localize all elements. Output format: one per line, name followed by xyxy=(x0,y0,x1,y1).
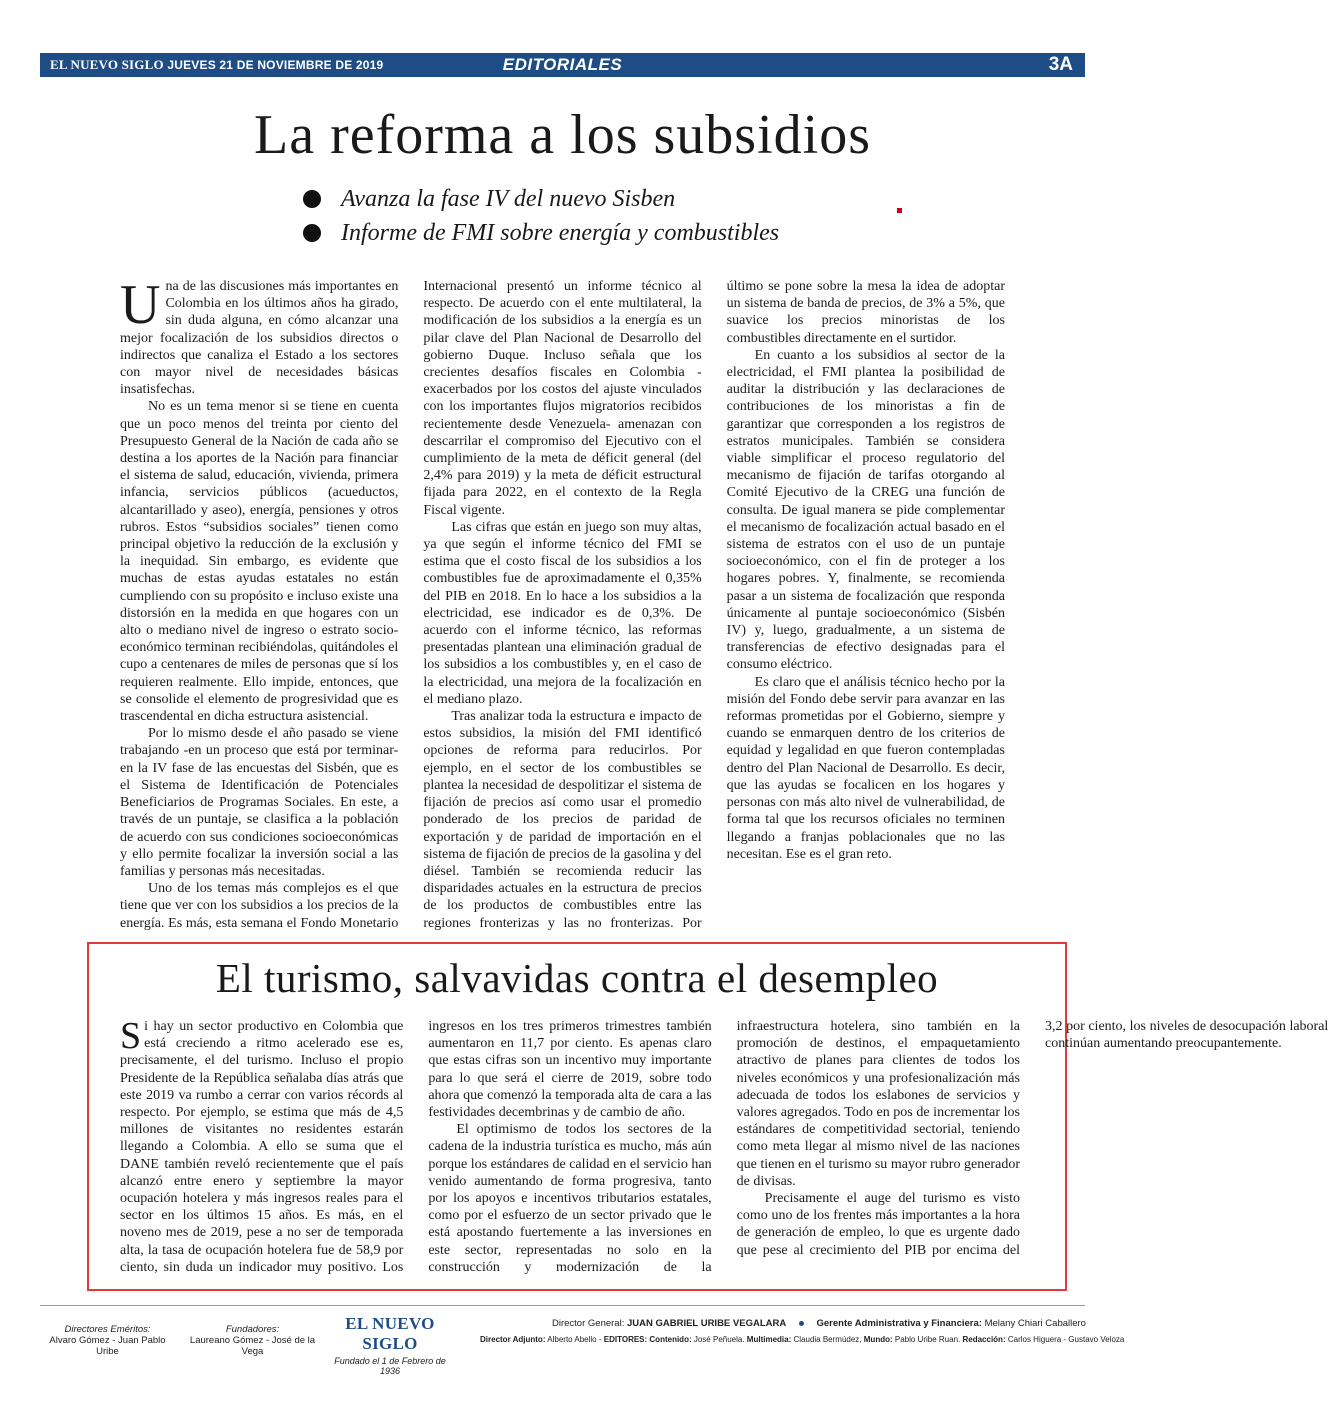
bullet-text: Avanza la fase IV del nuevo Sisben xyxy=(341,185,676,212)
paragraph-text: i hay un sector productivo en Colombia que está creciendo a ritmo acelerado ese es, precisamente, el del turismo. Incluso el propio Presidente de la República señalaba días atrás que este 2019 va rumbo a cerrar con varios récords al respecto. Por ejemplo, se estima que más de 4,5 millones de visitantes no residentes estarán llegando a Colombia. A ello se suma que el DANE también reveló recientemente que el país alcanzó entre enero y septiembre la mayor ocupación hotelera y más ingresos reales para el sector en los últimos 15 años. Es más, en el noveno mes de 2019, pese a no ser de temporada alta, la tasa de ocupación hotelera fue de 58,9 por ciento, sin duda un indicador muy positivo. Los ingresos en los tres primeros trimestres también aumentaron en 11,7 por ciento. Es apenas claro que estas cifras son un incentivo muy importante para lo que será el cierre de 2019, sobre todo ahora que comenzó la temporada alta de cara a las festividades decembrinas y de cambio de año. xyxy=(120,1019,712,1275)
article-paragraph: Es claro que el análisis técnico hecho por la misión del Fondo debe servir para avanzar en las reformas prometidas por el Gobierno, siempre y cuando se enmarquen dentro de los criterios de equidad y legalidad en que fueron contempladas dentro del Plan Nacional de Desarrollo. Es decir, que las ayudas se focalicen en los hogares y personas con más alto nivel de vulnerabilidad, de forma tal que los recursos oficiales no terminen llegando a franjas poblacionales que no las necesitan. Ese es el gran reto. xyxy=(726,674,1005,862)
article-paragraph: Tras analizar toda la estructura e impacto de estos subsidios, la misión del FMI identificó opciones de reforma para reducirlos. Por ejemplo, en el sector de los combustibles se plantea la necesidad de despolitizar el sistema de fijación de precios así como usar el promedio ponderado de los precios de paridad de exportación y de paridad de importación en el sistema de fijación de precios de la gasolina y del diésel. También se recomienda reducir las disparidades actuales en la estructura de precios de los productos de combustibles entre las regiones fronterizas y las no fronterizas. Por último se pone sobre la mesa la idea de adoptar un sistema de banda de precios, de 3% a 5%, que suavice los precios minoristas de los combustibles directamente en el surtidor. xyxy=(423,279,1005,931)
director-label: Director General: xyxy=(552,1318,625,1329)
article-paragraph: Precisamente el auge del turismo es visto como uno de los frentes más importantes a la hora de generación de empleo, lo que es urgente dado que pese al crecimiento del PIB por encima del 3,2 por ciento, los niveles de desocupación laboral continúan aumentando preocupantemente. xyxy=(736,1019,1328,1258)
main-headline: La reforma a los subsidios xyxy=(254,104,871,166)
article-paragraph: No es un tema menor si se tiene en cuenta que un poco menos del treinta por ciento del Presupuesto General de la Nación de cada año se destina a los aportes de la Nación para financiar el sistema de salud, educación, vivienda, primera infancia, servicios públicos (acueductos, alcantarillado y aseo), energía, pensiones y otros rubros. Estos “subsidios sociales” tienen como principal objetivo la reducción de la exclusión y la inequidad. Sin embargo, es evidente que muchas de estas ayudas estatales no están cumpliendo con su propósito e incluso existe una distorsión en la medida en que hogares con un alto o mediano nivel de ingreso o estrato socio-económico terminan recibiéndolas, quitándoles el cupo a centenares de miles de personas que sí los requieren realmente. Ello impide, entonces, que se consolide el elemento de progresividad que es trascendental en dicha estructura asistencial. xyxy=(120,399,399,725)
gerente-label: Gerente Administrativa y Financiera: xyxy=(816,1318,982,1329)
article-paragraph: Las cifras que están en juego son muy altas, ya que según el informe técnico del FMI se estima que el costo fiscal de los subsidios a los combustibles fue de aproximadamente el 0,35% del PIB en 2018. En lo hace a los subsidios a la electricidad, ese indicador es de 0,3%. De acuerdo con el informe técnico, las reformas presentadas plantean una eliminación gradual de los subsidios a los combustibles y, en el caso de la electricidad, una mejora de la focalización en el mediano plazo. xyxy=(423,519,702,707)
footer-logo xyxy=(330,1314,450,1376)
subheading-bullet xyxy=(303,216,779,250)
main-article-body xyxy=(120,274,1005,940)
subheading-bullets xyxy=(303,182,779,250)
emeritos-names: Alvaro Gómez - Juan Pablo Uribe xyxy=(49,1335,166,1357)
fundadores-label: Fundadores: xyxy=(225,1324,280,1335)
footer-divider xyxy=(40,1305,1085,1306)
drop-cap: S xyxy=(120,1015,142,1057)
redaccion-names: Carlos Higuera - Gustavo Veloza xyxy=(1007,1335,1125,1344)
multimedia-label: Multimedia: xyxy=(746,1335,792,1344)
paragraph-text: na de las discusiones más importantes en Colombia en los últimos años ha girado, sin duda alguna, en cómo alcanzar una mejor focalización de los subsidios directos o indirectos que canaliza el Estado a los sectores con mayor nivel de necesidades básicas insatisfechas. xyxy=(120,279,399,398)
bullet-dot-icon xyxy=(303,190,321,208)
gerente-name: Melany Chiari Caballero xyxy=(984,1318,1086,1329)
header-brand: EL NUEVO SIGLO xyxy=(50,57,164,72)
header-bar xyxy=(40,53,1085,77)
director-line xyxy=(552,1318,1086,1329)
secondary-headline: El turismo, salvavidas contra el desempleo xyxy=(215,955,939,1001)
section-title: EDITORIALES xyxy=(502,55,623,74)
fundadores xyxy=(180,1324,325,1357)
adjunto-label: Director Adjunto: xyxy=(480,1335,546,1344)
multimedia-name: Claudia Bermúdez, xyxy=(793,1335,862,1344)
highlighted-editorial-box xyxy=(87,942,1328,1291)
redaccion-label: Redacción: xyxy=(962,1335,1006,1344)
article-paragraph: En cuanto a los subsidios al sector de la electricidad, el FMI plantea la posibilidad de auditar la distribución y las declaraciones de contribuciones de los minoristas a fin de garantizar que corresponden a los registros de estratos municipales. También se considera viable simplificar el proceso regulatorio del mecanismo de fijación de tarifas otorgando al Comité Ejecutivo de la CREG una función de consulta. De igual manera se pide complementar el mecanismo de focalización actual basado en el sistema de estratos con el uso de un puntaje socioeconómico, con el fin de proteger a los hogares pobres. Y, finalmente, se recomienda pasar a un sistema de focalización que responda únicamente al puntaje socioeconómico (Sisbén IV) y, luego, gradualmente, a un sistema de transferencias de efectivo designadas para el consumo eléctrico. xyxy=(726,347,1005,673)
editores-content: José Peñuela. xyxy=(693,1335,745,1344)
bullet-dot-icon xyxy=(303,224,321,242)
drop-cap: U xyxy=(120,274,161,336)
staff-line xyxy=(480,1335,1124,1344)
secondary-article-body xyxy=(120,1015,1328,1288)
red-mark-icon xyxy=(897,208,902,213)
separator-dot-icon xyxy=(799,1321,804,1326)
fundadores-names: Laureano Gómez - José de la Vega xyxy=(189,1335,316,1357)
bullet-text: Informe de FMI sobre energía y combustibles xyxy=(341,219,780,246)
header-date: JUEVES 21 DE NOVIEMBRE DE 2019 xyxy=(167,58,384,72)
emeritos-label: Directores Eméritos: xyxy=(64,1324,151,1335)
article-paragraph: El optimismo de todos los sectores de la cadena de la industria turística es mucho, más aún porque los estándares de calidad en el servicio han venido aumentando de forma progresiva, tanto por los apoyos e incentivos tributarios estatales, como por el esfuerzo de un sector privado que le está apostando fuertemente a las inversiones en este sector, representadas no solo en la construcción y modernización de la infraestructura hotelera, sino también en la promoción de destinos, el empaquetamiento atractivo de planes para clientes de todos los niveles económicos y una profesionalización más adecuada de todos los eslabones de servicios y valores agregados. Todo en pos de incrementar los estándares de competitividad sectorial, teniendo como meta llegar al mismo nivel de las naciones que tienen en el turismo su mayor rubro generador de divisas. xyxy=(428,1019,1020,1275)
page-number: 3A xyxy=(1048,54,1073,75)
logo-text: EL NUEVO SIGLO xyxy=(345,1314,435,1353)
article-paragraph: Por lo mismo desde el año pasado se viene trabajando -en un proceso que está por terminar- en la IV fase de las encuestas del Sisbén, que es el Sistema de Identificación de Potenciales Beneficiarios de Programas Sociales. En este, a través de un puntaje, se clasifica a la población de acuerdo con sus condiciones socioeconómicas y ello permite focalizar la inversión social a las familias y personas más necesitadas. xyxy=(120,726,399,879)
director-name: JUAN GABRIEL URIBE VEGALARA xyxy=(626,1318,787,1329)
mundo-name: Pablo Uribe Ruan. xyxy=(894,1335,961,1344)
directores-emeritos xyxy=(40,1324,175,1357)
editores-label: EDITORES: Contenido: xyxy=(603,1335,692,1344)
article-paragraph: Uno de los temas más complejos es el que tiene que ver con los subsidios a los precios de la energía. Es más, esta semana el Fondo Monetario Internacional presentó un informe técnico al respecto. De acuerdo con el ente multilateral, la modificación de los subsidios a la energía es un pilar clave del Plan Nacional de Desarrollo del gobierno Duque. Incluso señala que los crecientes desafíos fiscales en Colombia -exacerbados por los costos del ajuste vinculados con los importantes flujos migratorios recibidos recientemente desde Venezuela- amenazan con descarrilar el compromiso del Ejecutivo con el cumplimiento de la meta de déficit general (del 2,4% para 2019) y la meta de déficit estructural fijada para 2022, en el contexto de la Regla Fiscal vigente. xyxy=(120,279,702,931)
adjunto-name: Alberto Abello - xyxy=(547,1335,602,1344)
founded-date: Fundado el 1 de Febrero de 1936 xyxy=(334,1356,446,1376)
mundo-label: Mundo: xyxy=(863,1335,893,1344)
article-paragraph xyxy=(120,274,399,398)
subheading-bullet xyxy=(303,182,779,216)
